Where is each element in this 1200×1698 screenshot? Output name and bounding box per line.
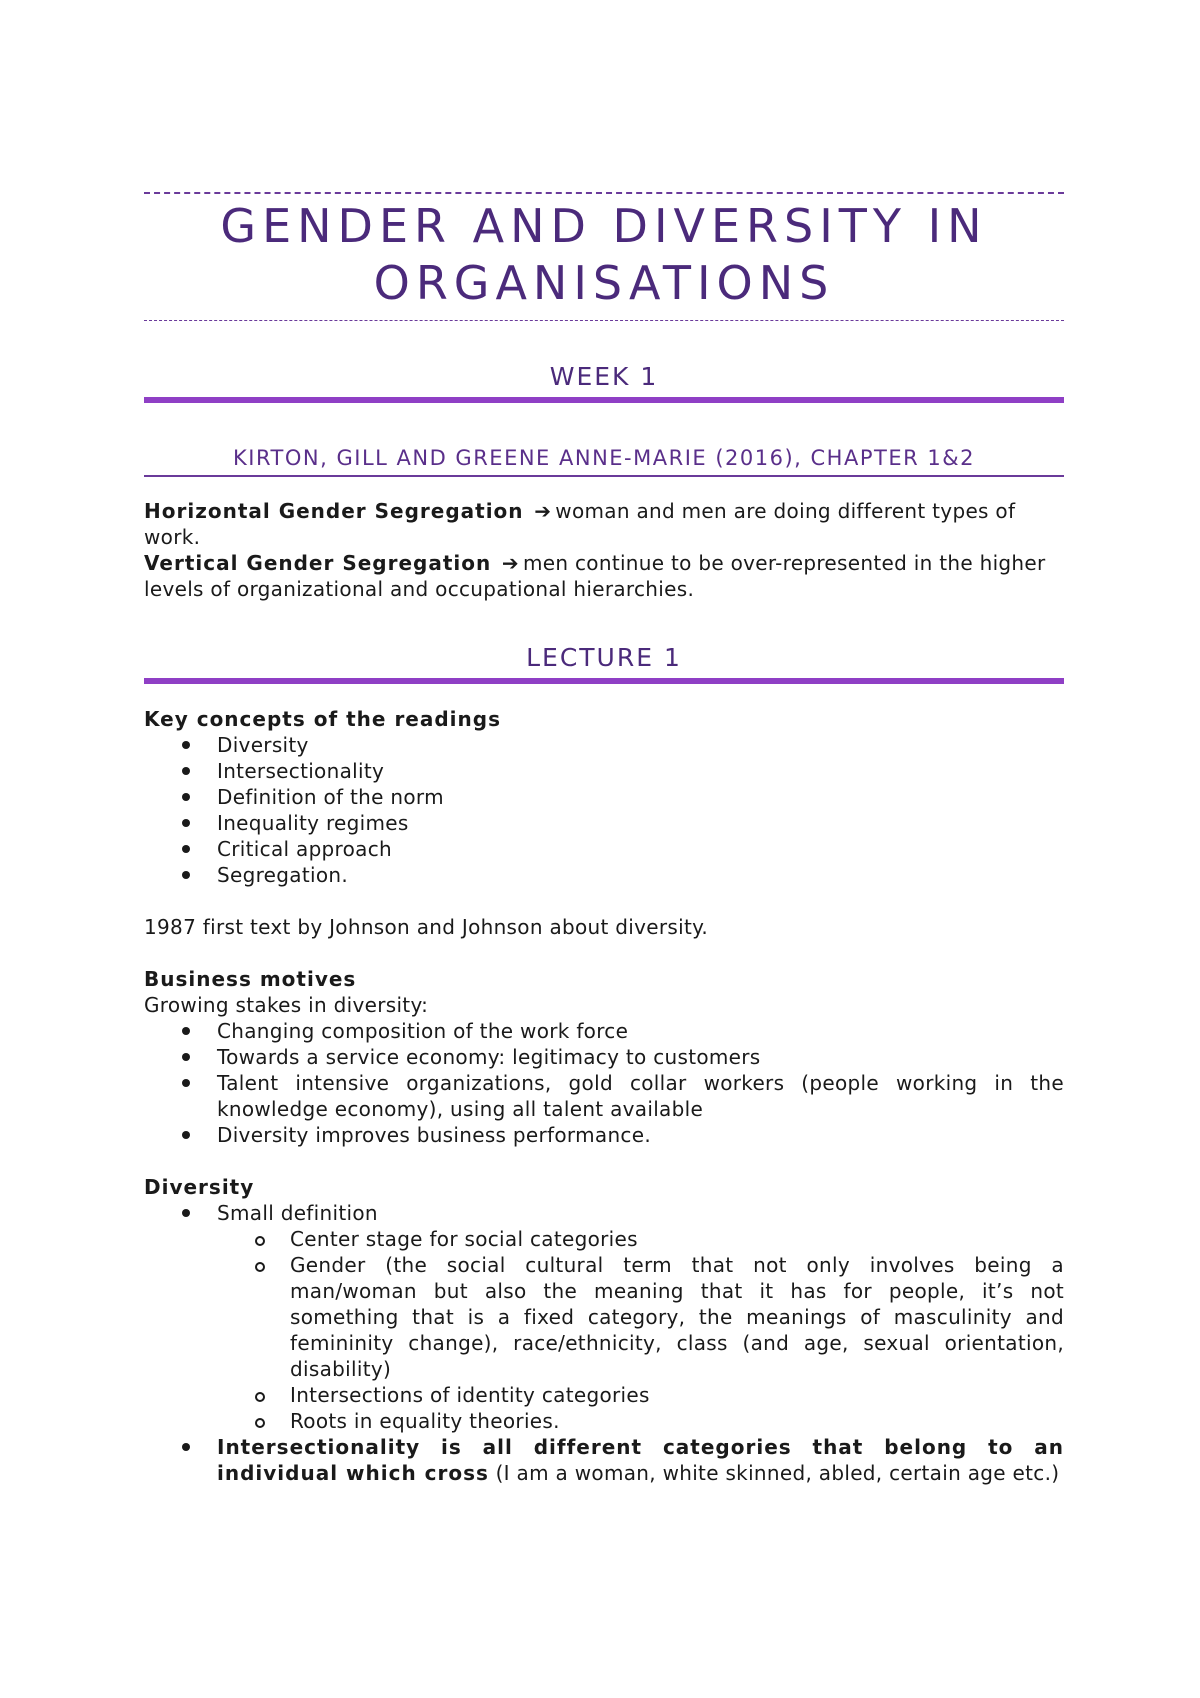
key-concepts-heading: Key concepts of the readings: [144, 707, 501, 731]
document-title: [144, 198, 1064, 312]
title-block: [144, 192, 1064, 322]
arrow-icon: ➔: [501, 551, 519, 575]
reading-heading-rule: [144, 475, 1064, 477]
bullet-icon: [182, 1131, 190, 1139]
sub-bullet-icon: [255, 1392, 265, 1402]
horizontal-segregation-term: Horizontal Gender Segregation: [144, 499, 524, 523]
list-item: Segregation.: [144, 862, 1064, 888]
list-item: Intersectionality: [144, 758, 1064, 784]
business-motives-intro: Growing stakes in diversity:: [144, 993, 429, 1017]
arrow-icon: ➔: [534, 499, 552, 523]
bullet-icon: [182, 1079, 190, 1087]
bullet-icon: [182, 871, 190, 879]
list-item: Diversity improves business performance.: [144, 1122, 1064, 1148]
list-item: Center stage for social categories: [217, 1226, 1064, 1252]
bullet-icon: [182, 793, 190, 801]
title-line-2: ORGANISATIONS: [373, 256, 835, 310]
bullet-icon: [182, 1443, 190, 1451]
intersectionality-example: (I am a woman, white skinned, abled, certain age etc.): [488, 1461, 1060, 1485]
diversity-heading: Diversity: [144, 1175, 255, 1199]
vertical-segregation-paragraph: [144, 550, 1064, 602]
title-line-1: GENDER AND DIVERSITY IN: [220, 199, 988, 253]
list-item: Towards a service economy: legitimacy to customers: [144, 1044, 1064, 1070]
first-text-note: 1987 first text by Johnson and Johnson about diversity.: [144, 915, 709, 939]
sub-bullet-icon: [255, 1236, 265, 1246]
title-bottom-rule: [144, 320, 1064, 321]
bullet-icon: [182, 819, 190, 827]
list-item: [144, 1434, 1064, 1486]
week-heading-rule: [144, 397, 1064, 403]
bullet-icon: [182, 741, 190, 749]
list-item: Roots in equality theories.: [217, 1408, 1064, 1434]
small-definition-sublist: [217, 1226, 1064, 1434]
list-item: Inequality regimes: [144, 810, 1064, 836]
sub-bullet-icon: [255, 1262, 265, 1272]
bullet-icon: [182, 1053, 190, 1061]
vertical-segregation-term: Vertical Gender Segregation: [144, 551, 492, 575]
bullet-icon: [182, 767, 190, 775]
title-top-rule: [144, 192, 1064, 194]
list-item: Changing composition of the work force: [144, 1018, 1064, 1044]
list-item: Critical approach: [144, 836, 1064, 862]
business-motives-heading: Business motives: [144, 967, 357, 991]
vertical-segregation-text: men continue to be over-represented in the higher levels of organizational and occupational hierarchies.: [144, 551, 1046, 601]
list-item: Gender (the social cultural term that not only involves being a man/woman but also the meaning that it has for people, it’s not something that is a fixed category, the meanings of masculinity and femininity change), race/ethnicity, class (and age, sexual orientation, disability): [217, 1252, 1064, 1382]
business-motives-list: [144, 1018, 1064, 1148]
horizontal-segregation-paragraph: [144, 498, 1064, 550]
list-item: Diversity: [144, 732, 1064, 758]
intersectionality-definition: Intersectionality is all different categories that belong to an individual which cross: [217, 1435, 1064, 1485]
list-item: Intersections of identity categories: [217, 1382, 1064, 1408]
list-item: Definition of the norm: [144, 784, 1064, 810]
horizontal-segregation-text: woman and men are doing different types of work.: [144, 499, 1016, 549]
week-heading: WEEK 1: [549, 362, 659, 391]
bullet-icon: [182, 1027, 190, 1035]
sub-bullet-icon: [255, 1418, 265, 1428]
diversity-list: [144, 1200, 1064, 1486]
bullet-icon: [182, 1209, 190, 1217]
bullet-icon: [182, 845, 190, 853]
lecture-heading: LECTURE 1: [526, 643, 682, 672]
key-concepts-list: [144, 732, 1064, 888]
list-item: Small definition Center stage for social categories Gender (the social cultural term that not only involves being a man/woman but also the meaning that it has for people, it’s not something that is a fixed category, the meanings of masculinity and femininity change), race/ethnicity, class (and age, sexual orientation, disability) Intersections of identity categories Roots in equality theories.: [144, 1200, 1064, 1434]
lecture-heading-rule: [144, 678, 1064, 684]
list-item: Talent intensive organizations, gold collar workers (people working in the knowledge economy), using all talent available: [144, 1070, 1064, 1122]
reading-heading: KIRTON, GILL AND GREENE ANNE-MARIE (2016), CHAPTER 1&2: [233, 446, 975, 470]
